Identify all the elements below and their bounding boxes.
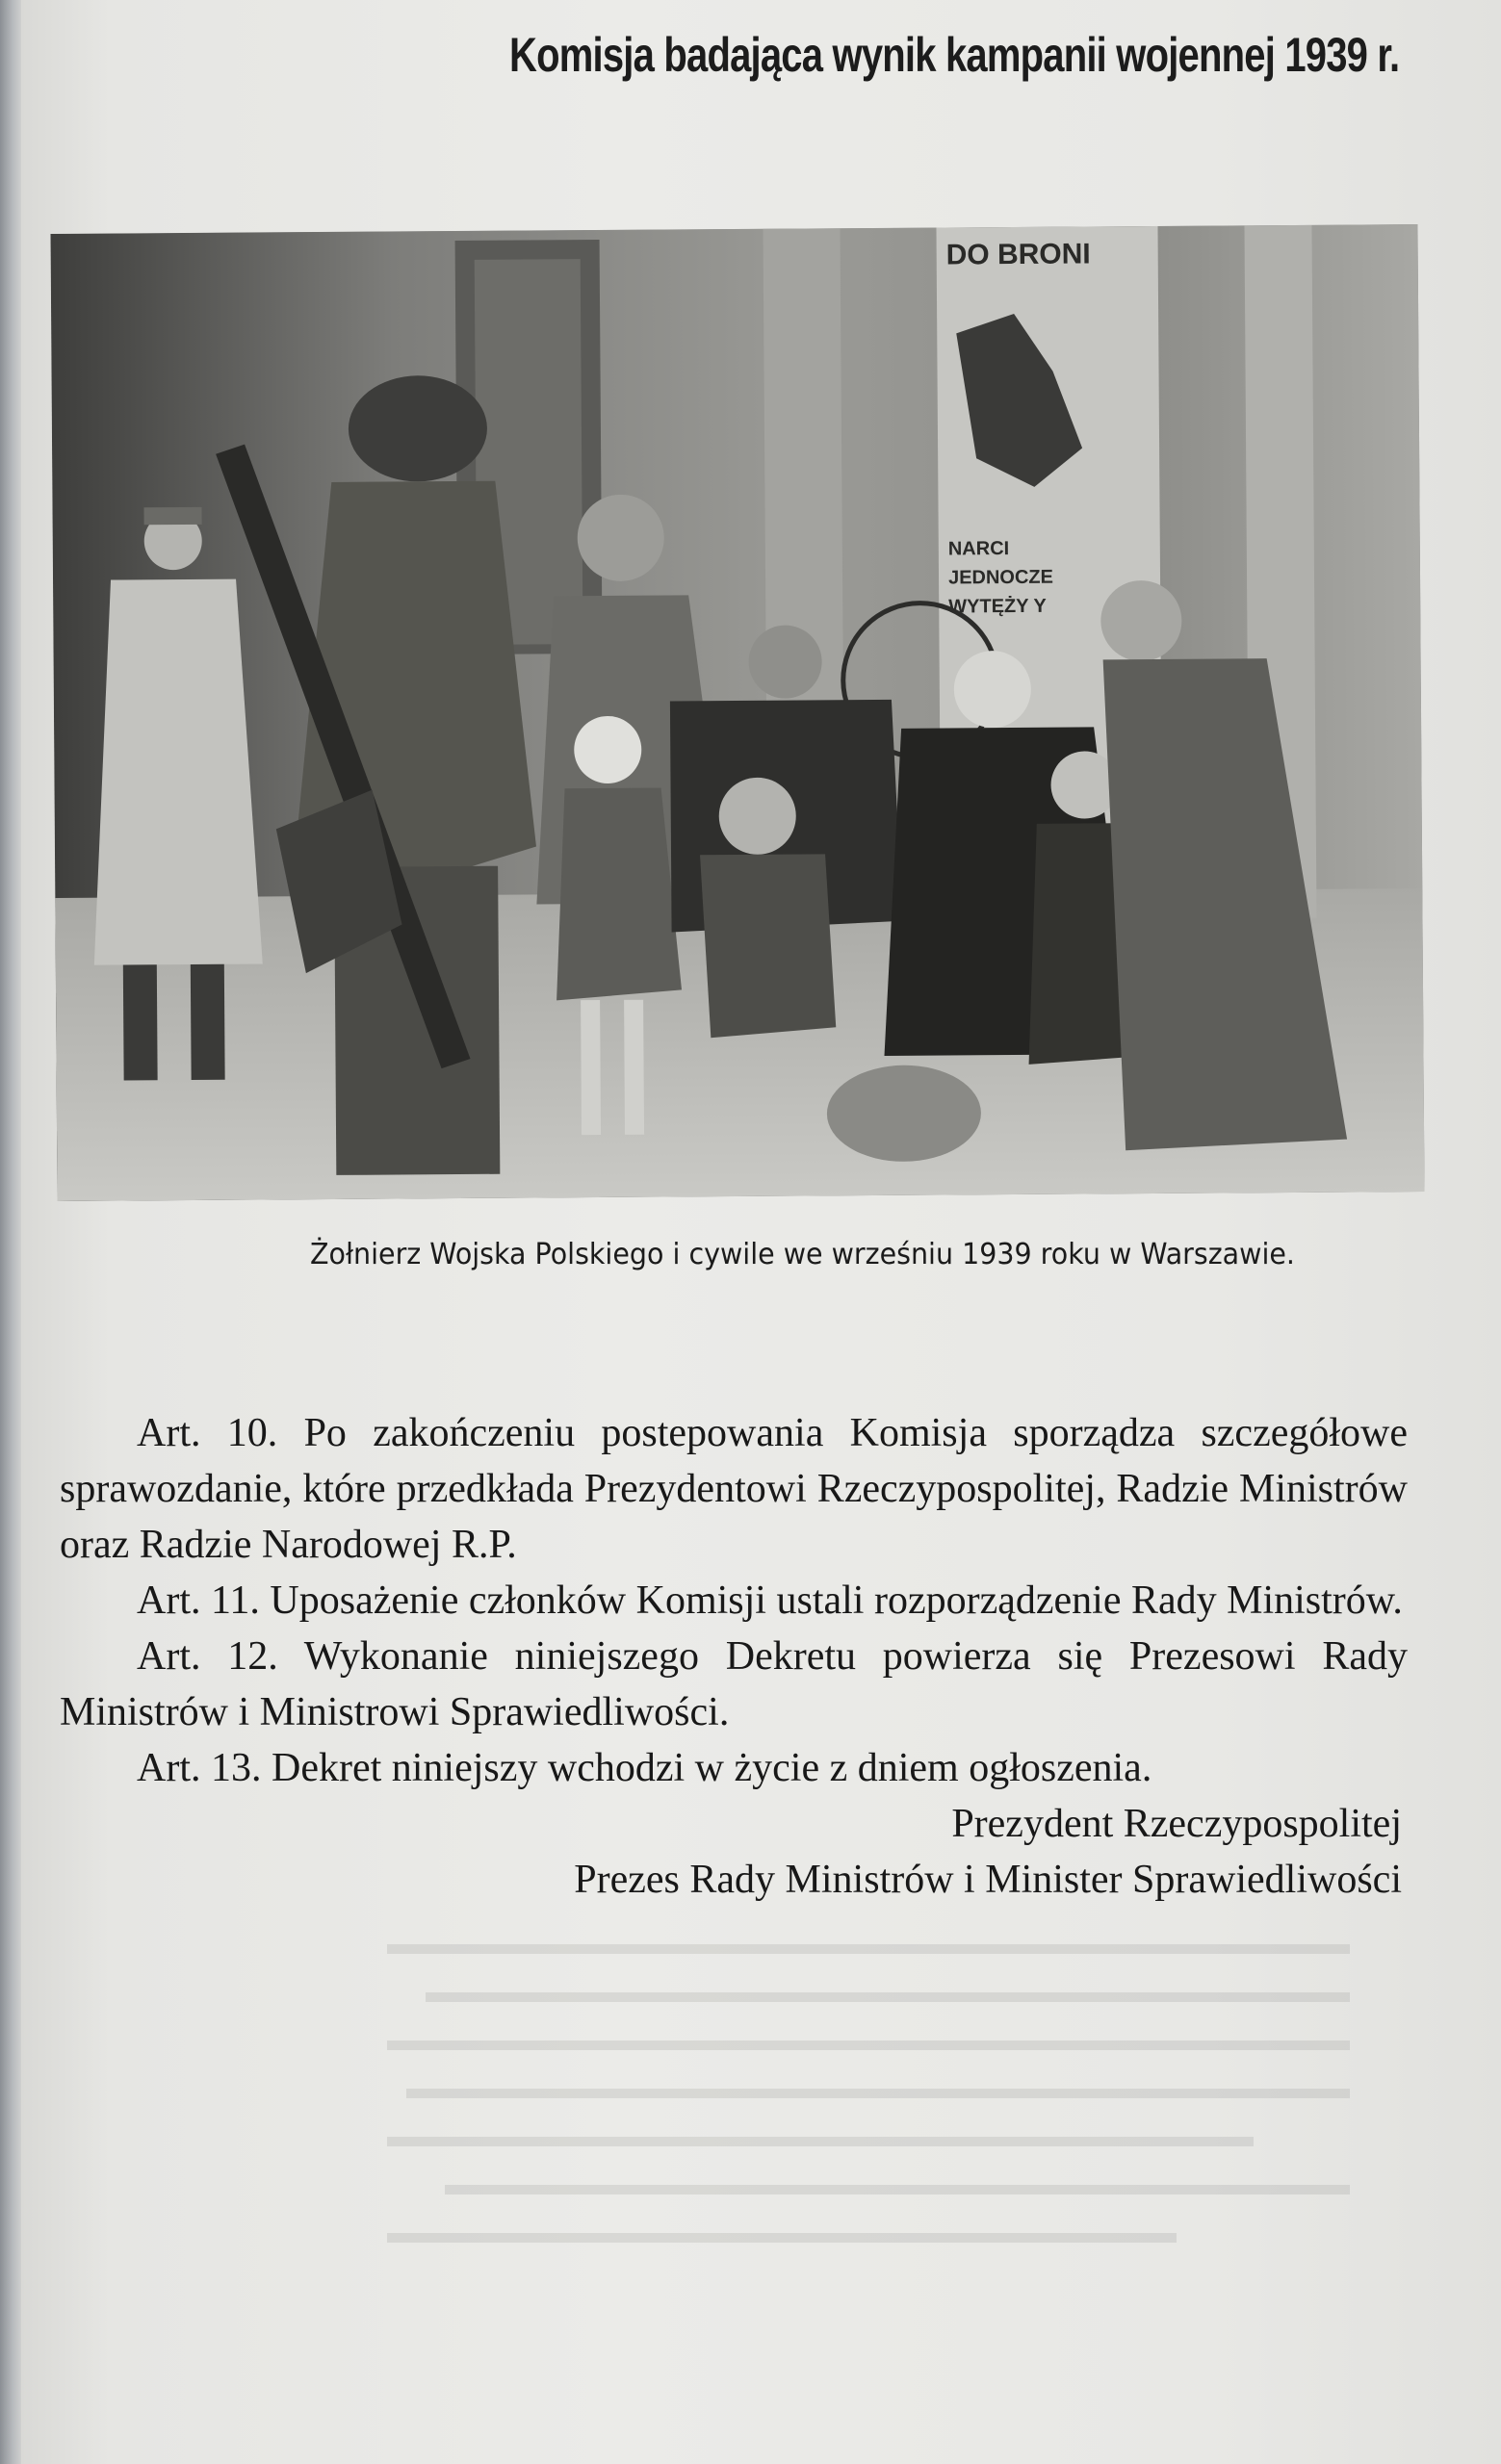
historical-photo xyxy=(51,224,1425,1201)
decree-text xyxy=(60,1405,1408,1908)
figure-caption: Żołnierz Wojska Polskiego i cywile we wrześniu 1939 roku w Warszawie. xyxy=(310,1238,1295,1271)
signature-prime-minister: Prezes Rady Ministrów i Minister Sprawiedliwości xyxy=(574,1858,1402,1902)
running-head: Komisja badająca wynik kampanii wojennej 1939 r. xyxy=(508,28,1399,82)
book-page xyxy=(21,0,1501,2464)
article-12: Art. 12. Wykonanie niniejszego Dekretu powierza się Prezesowi Rady Ministrów i Ministrowi Sprawiedliwości. xyxy=(60,1634,1408,1734)
show-through-text xyxy=(387,1906,1398,2339)
signature-president: Prezydent Rzeczypospolitej xyxy=(951,1802,1402,1846)
book-spine-edge xyxy=(0,0,21,2464)
poster-text-1: DO BRONI xyxy=(945,238,1091,271)
article-10: Art. 10. Po zakończeniu postepowania Komisja sporządza szczegółowe sprawozdanie, które przedkłada Prezydentowi Rzeczypospolitej, Radzie Ministrów oraz Radzie Narodowej R.P. xyxy=(60,1411,1408,1567)
poster-text-2: NARCI xyxy=(947,538,1010,560)
poster-text-3: JEDNOCZE xyxy=(947,566,1054,589)
article-11: Art. 11. Uposażenie członków Komisji ustali rozporządzenie Rady Ministrów. xyxy=(137,1578,1403,1623)
poster-text-4: WYTĘŻY Y xyxy=(948,595,1047,618)
article-13: Art. 13. Dekret niniejszy wchodzi w życie z dniem ogłoszenia. xyxy=(137,1746,1152,1790)
